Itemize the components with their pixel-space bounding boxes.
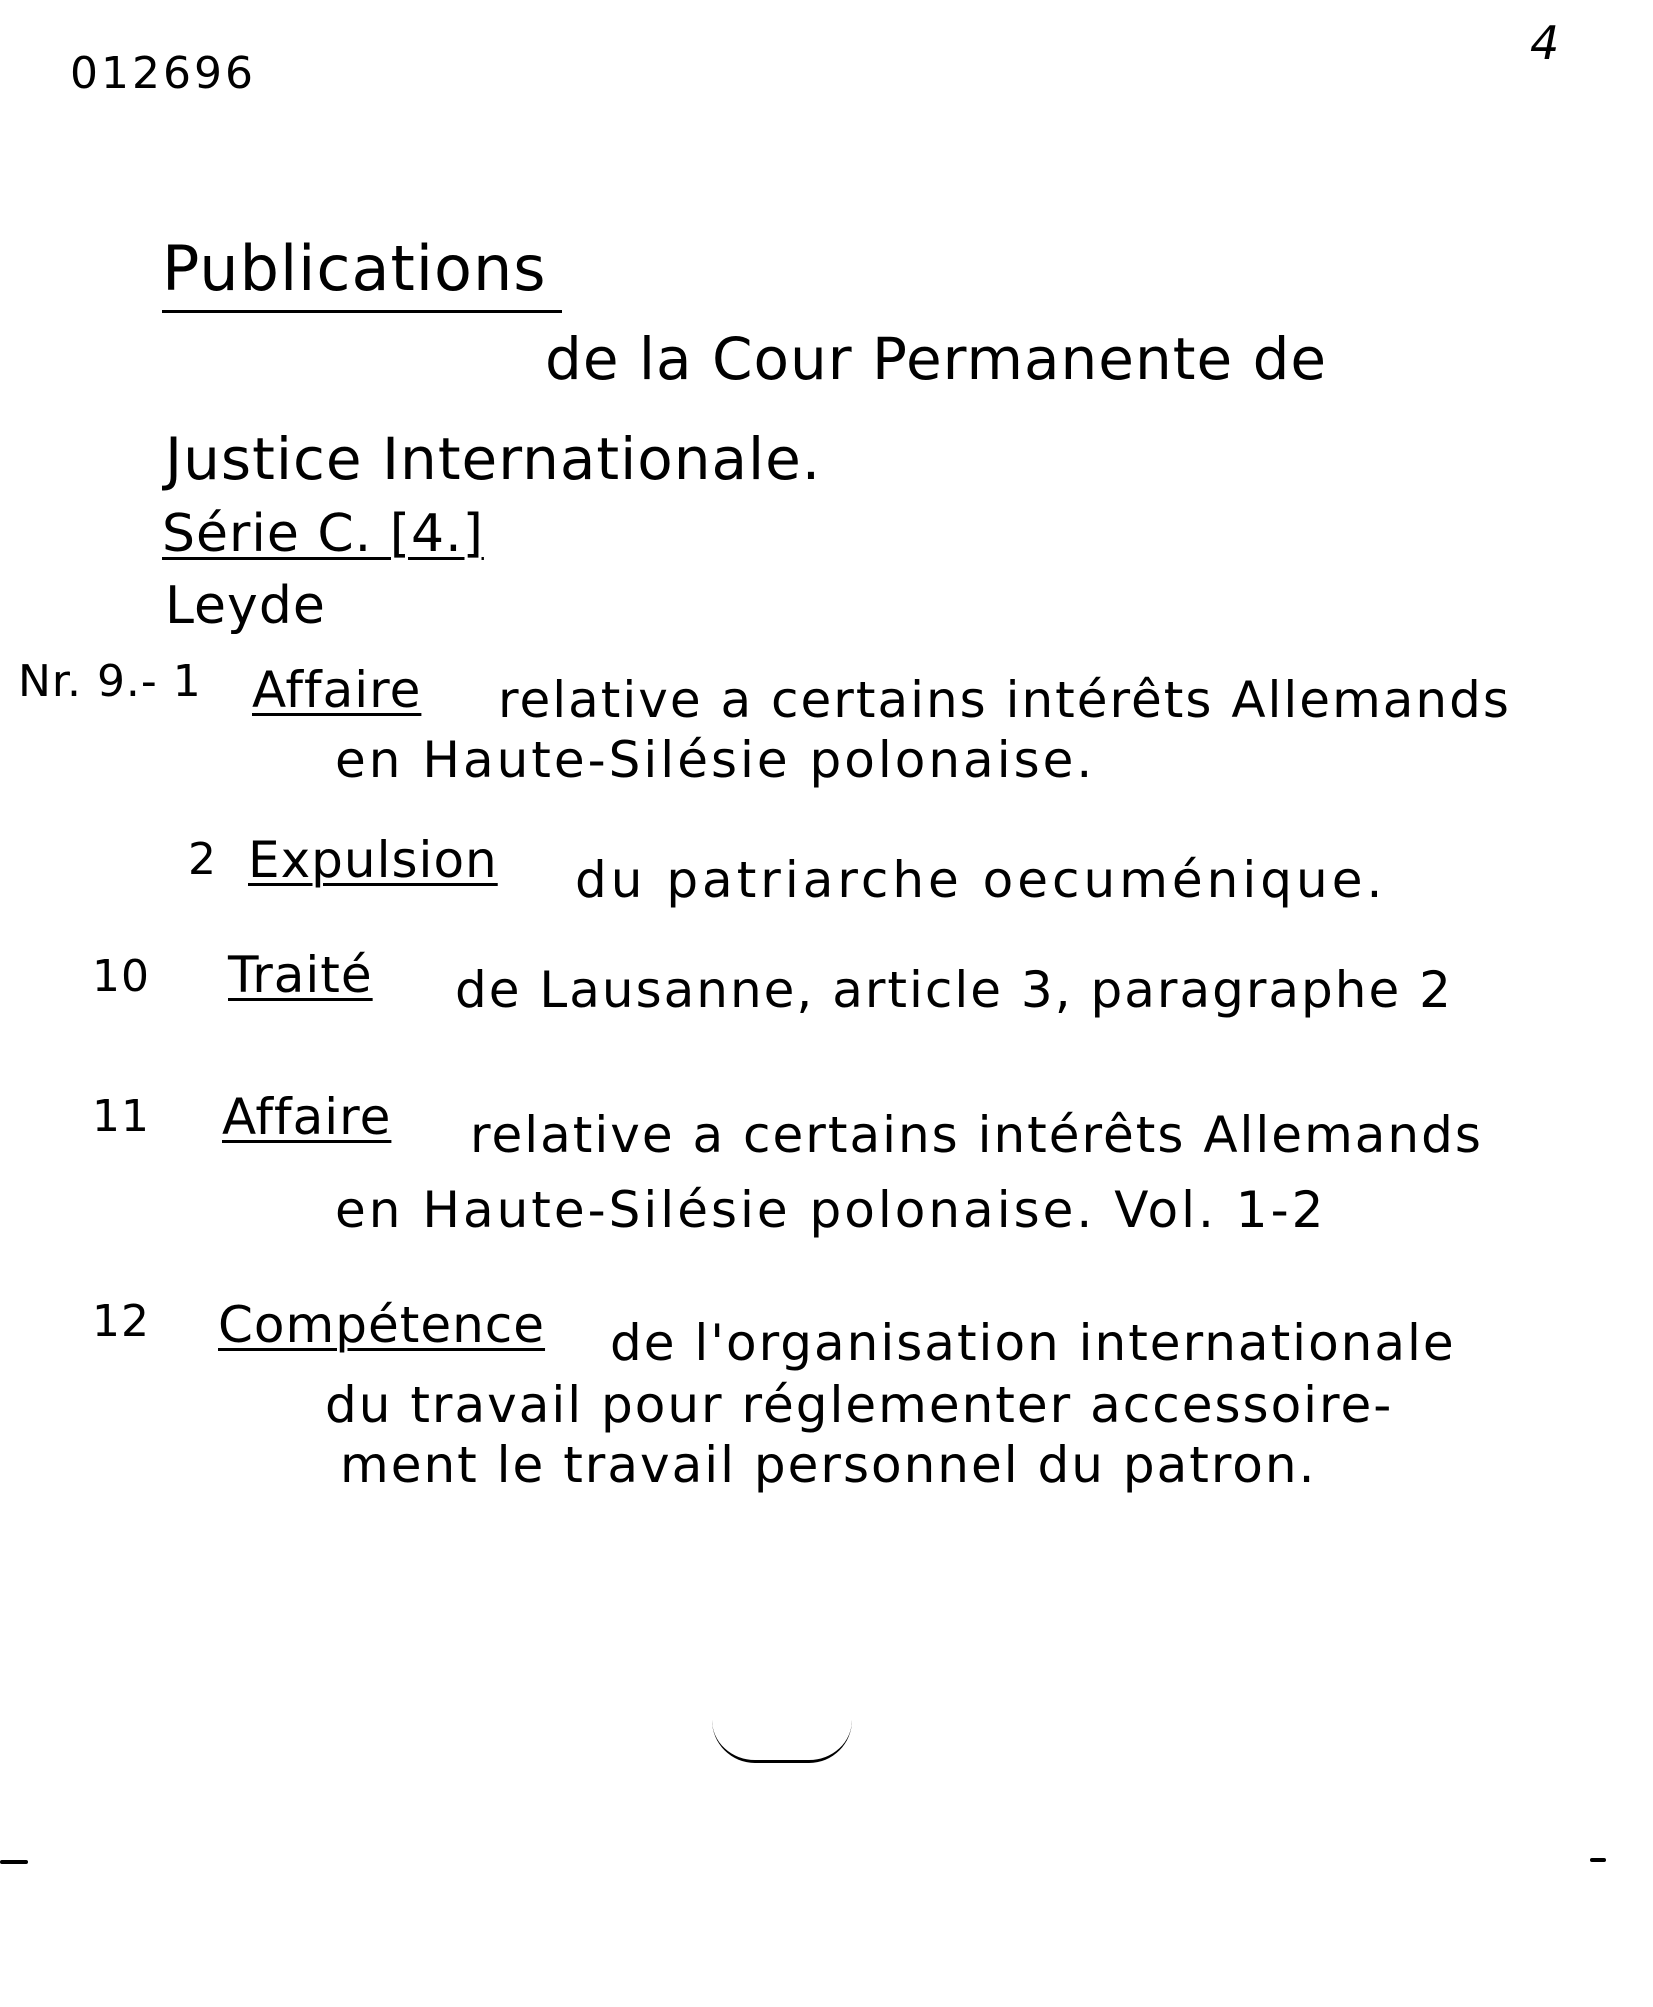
- entry-keyword: Traité: [228, 946, 373, 1004]
- place-label: Leyde: [165, 576, 326, 636]
- entry-line: de l'organisation internationale: [610, 1314, 1456, 1372]
- entry-keyword: Affaire: [252, 661, 422, 719]
- entry-number: Nr. 9.- 1: [18, 656, 202, 707]
- entry-number: 11: [92, 1091, 150, 1142]
- entry-line: en Haute-Silésie polonaise.: [335, 731, 1096, 789]
- pen-mark: [712, 1720, 852, 1763]
- entry-keyword: Compétence: [218, 1296, 546, 1354]
- catalog-number: 012696: [70, 48, 256, 99]
- entry-line: du patriarche oecuménique.: [575, 851, 1387, 909]
- title-line-3: Justice Internationale.: [165, 425, 822, 493]
- entry-keyword: Affaire: [222, 1088, 392, 1146]
- entry-line: de Lausanne, article 3, paragraphe 2: [455, 961, 1453, 1019]
- entry-number: 10: [92, 951, 150, 1002]
- entry-line: ment le travail personnel du patron.: [340, 1436, 1317, 1494]
- entry-line: du travail pour réglementer accessoire-: [325, 1376, 1394, 1434]
- entry-keyword: Expulsion: [248, 831, 498, 889]
- entry-line: relative a certains intérêts Allemands: [470, 1106, 1483, 1164]
- entry-number: 12: [92, 1296, 150, 1347]
- series-label: Série C. [4.]: [162, 504, 484, 564]
- entry-number: 2: [188, 834, 217, 885]
- entry-line: en Haute-Silésie polonaise. Vol. 1-2: [335, 1181, 1327, 1239]
- edge-mark: [0, 1860, 28, 1864]
- page-number: 4: [1530, 16, 1561, 70]
- title-line-2: de la Cour Permanente de: [545, 325, 1328, 393]
- title-underline: [162, 310, 562, 313]
- page-title: Publications: [162, 232, 547, 305]
- entry-line: relative a certains intérêts Allemands: [498, 671, 1511, 729]
- edge-mark: [1590, 1858, 1606, 1862]
